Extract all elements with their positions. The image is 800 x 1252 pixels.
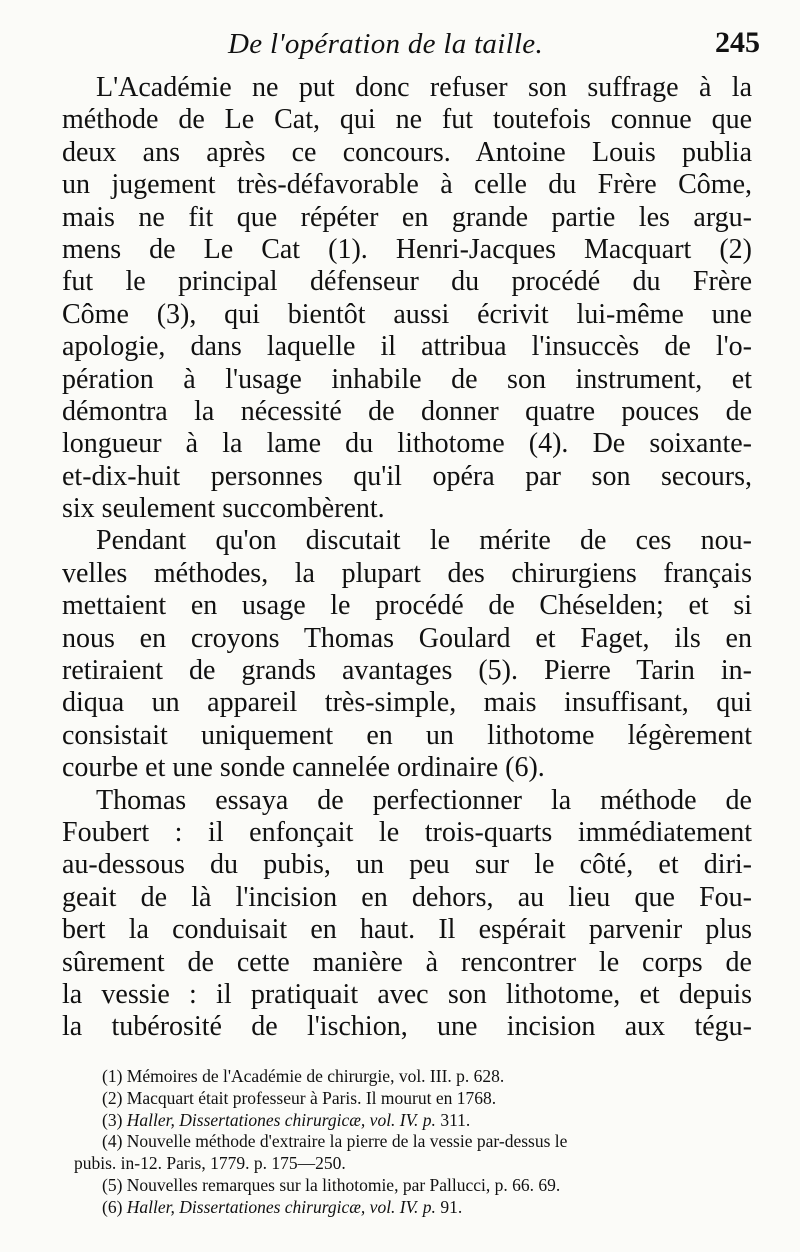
text-line: mais ne fit que répéter en grande partie les argu- [62, 201, 752, 233]
text-line: apologie, dans laquelle il attribua l'insuccès de l'o- [62, 331, 752, 363]
text-line: fut le principal défenseur du procédé du Frère [62, 266, 752, 298]
text-line: et-dix-huit personnes qu'il opéra par son secours, [62, 460, 752, 492]
page-number: 245 [715, 26, 760, 59]
text-line: méthode de Le Cat, qui ne fut toutefois connue que [62, 104, 752, 136]
footnote-4: (4) Nouvelle méthode d'extraire la pierre de la vessie par-dessus le [102, 1131, 568, 1152]
text-line: deux ans après ce concours. Antoine Louis publia [62, 136, 752, 168]
text-line: pération à l'usage inhabile de son instrument, et [62, 363, 752, 395]
text-line: la vessie : il pratiquait avec son lithotome, et depuis [62, 978, 752, 1010]
text-line: Côme (3), qui bientôt aussi écrivit lui-même une [62, 298, 752, 330]
text-line: démontra la nécessité de donner quatre pouces de [62, 395, 752, 427]
text-line: velles méthodes, la plupart des chirurgiens français [62, 557, 752, 589]
footnote-6-citation: Haller, Dissertationes chirurgicæ, vol. IV. p. [126, 1196, 436, 1217]
page-header [60, 28, 760, 68]
text-line: L'Académie ne put donc refuser son suffrage à la [96, 72, 752, 103]
footnote-4-continuation: pubis. in-12. Paris, 1779. p. 175—250. [74, 1153, 346, 1174]
text-line: diqua un appareil très-simple, mais insuffisant, qui [62, 687, 752, 719]
text-line: sûrement de cette manière à rencontrer le corps de [62, 946, 752, 978]
text-line: au-dessous du pubis, un peu sur le côté, et diri- [62, 849, 752, 881]
text-line: Pendant qu'on discutait le mérite de ces nou- [96, 525, 752, 557]
footnote-2: (2) Macquart était professeur à Paris. Il mourut en 1768. [102, 1087, 497, 1108]
footnote-1: (1) Mémoires de l'Académie de chirurgie, vol. III. p. 628. [102, 1066, 505, 1086]
footnote-3-page: 311. [435, 1109, 471, 1130]
footnote-5: (5) Nouvelles remarques sur la lithotomie, par Pallucci, p. 66. 69. [102, 1174, 561, 1195]
text-line: nous en croyons Thomas Goulard et Faget, ils en [62, 622, 752, 654]
text-line: retiraient de grands avantages (5). Pierre Tarin in- [62, 655, 752, 687]
text-line: mettaient en usage le procédé de Chéselden; et si [62, 590, 752, 622]
footnote-6-marker: (6) [102, 1196, 127, 1217]
text-line: Foubert : il enfonçait le trois-quarts immédiatement [62, 816, 752, 848]
footnote-3-marker: (3) [102, 1109, 127, 1130]
body-text [62, 72, 752, 1044]
text-line: mens de Le Cat (1). Henri-Jacques Macquart (2) [62, 233, 752, 265]
text-line: un jugement très-défavorable à celle du Frère Côme, [62, 169, 752, 201]
text-line: la tubérosité de l'ischion, une incision aux tégu- [62, 1011, 752, 1043]
text-line: six seulement succombèrent. [62, 493, 385, 525]
text-line: Thomas essaya de perfectionner la méthode de [96, 784, 752, 816]
footnote-6-page: 91. [435, 1196, 463, 1217]
footnote-3-citation: Haller, Dissertationes chirurgicæ, vol. IV. p. [126, 1109, 436, 1130]
text-line: geait de là l'incision en dehors, au lieu que Fou- [62, 881, 752, 913]
text-line: consistait uniquement en un lithotome légèrement [62, 719, 752, 751]
text-line: longueur à la lame du lithotome (4). De soixante- [62, 428, 752, 460]
footnote-3 [102, 1110, 762, 1132]
footnote-6 [102, 1197, 762, 1219]
running-title: De l'opération de la taille. [228, 28, 544, 60]
text-line: courbe et une sonde cannelée ordinaire (6). [62, 752, 545, 784]
text-line: bert la conduisait en haut. Il espérait parvenir plus [62, 914, 752, 946]
footnotes [74, 1066, 762, 1219]
